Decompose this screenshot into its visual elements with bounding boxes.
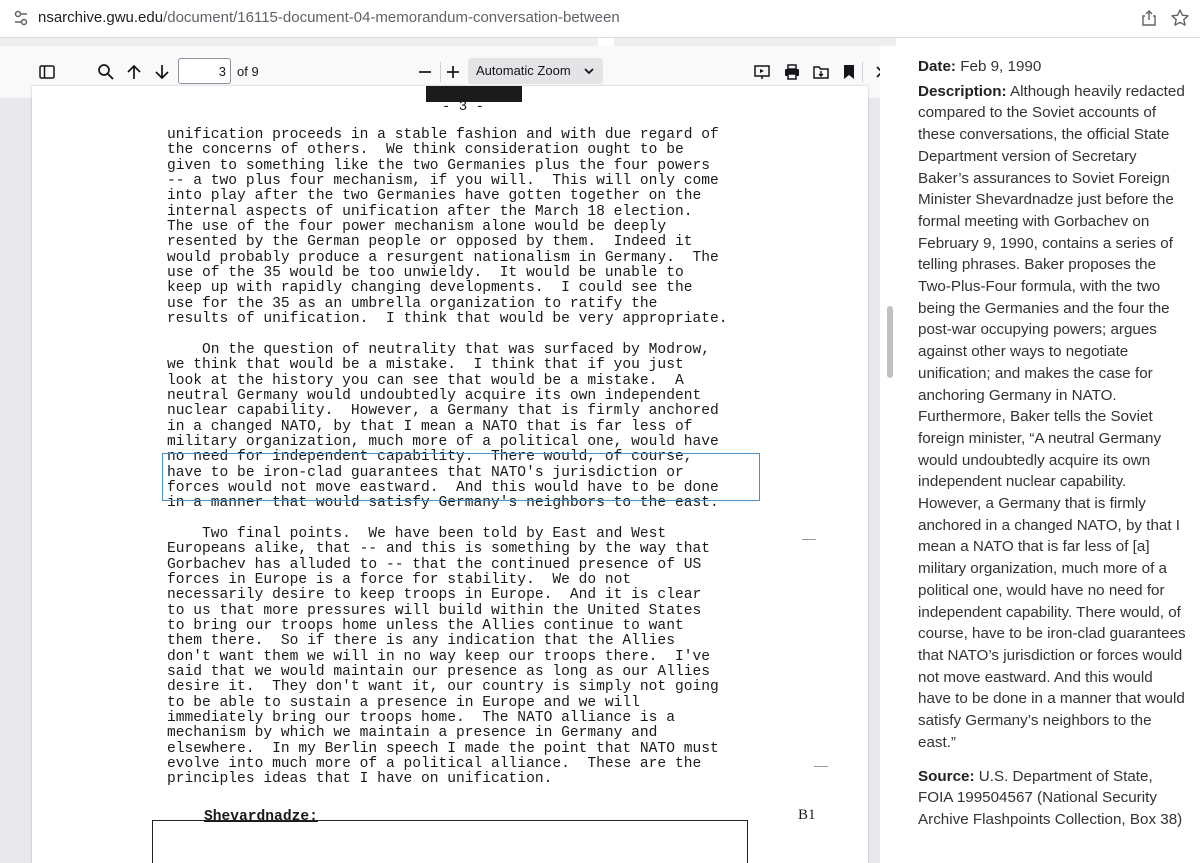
scrollbar-track[interactable]	[880, 46, 896, 863]
description-label: Description:	[918, 82, 1007, 100]
document-line: have to be iron-clad guarantees that NATO's jurisdiction or	[167, 464, 684, 481]
scrollbar-thumb[interactable]	[887, 306, 893, 378]
document-line: forces in Europe is a force for stability. We do not	[167, 571, 632, 588]
document-line: immediately bring our troops home. The NATO alliance is a	[167, 710, 675, 727]
document-line: neutral Germany would undoubtedly acquire its own independent	[167, 387, 702, 404]
top-strip-right	[614, 38, 896, 46]
document-line: to us that more pressures will build within the United States	[167, 602, 702, 619]
paragraph-3	[167, 527, 787, 788]
document-line: elsewhere. In my Berlin speech I made the point that NATO must	[167, 740, 719, 757]
bookmark-star-icon[interactable]	[1170, 8, 1190, 28]
document-line: the concerns of others. We think consideration ought to be	[167, 142, 684, 159]
zoom-out-icon[interactable]	[413, 60, 437, 84]
url-host: nsarchive.gwu.edu	[38, 9, 164, 26]
page-number-input[interactable]	[178, 58, 231, 84]
document-line: unification proceeds in a stable fashion and with due regard of	[167, 127, 719, 143]
document-line: in a manner that would satisfy Germany's neighbors to the east.	[167, 495, 719, 512]
pdf-viewer[interactable]	[0, 46, 896, 863]
print-icon[interactable]	[780, 60, 804, 84]
classification-mark: B1	[798, 807, 816, 823]
paragraph-1	[167, 128, 787, 327]
document-line: On the question of neutrality that was surfaced by Modrow,	[167, 341, 710, 358]
document-line: Gorbachev has alluded to -- that the continued presence of US	[167, 556, 702, 573]
bookmark-icon[interactable]	[837, 60, 861, 84]
sidebar-toggle-icon[interactable]	[35, 60, 59, 84]
document-line: keep up with rapidly changing developments. I could see the	[167, 280, 693, 297]
document-line: no need for independent capability. There would, of course,	[167, 449, 693, 466]
document-line: internal aspects of unification after the March 18 election.	[167, 203, 693, 220]
source-row	[918, 766, 1188, 831]
date-value: Feb 9, 1990	[960, 58, 1042, 75]
document-line: The use of the four power mechanism alone would be deeply	[167, 219, 667, 236]
top-strip-left	[0, 38, 598, 46]
margin-mark	[814, 766, 828, 767]
document-line: military organization, much more of a political one, would have	[167, 433, 719, 450]
description-row	[918, 81, 1188, 754]
share-icon[interactable]	[1140, 9, 1158, 27]
document-line: said that we would maintain our presence as long as our Allies	[167, 664, 710, 681]
zoom-in-icon[interactable]	[441, 60, 465, 84]
document-line: them there. So if there is any indication that the Allies	[167, 633, 675, 650]
document-line: necessarily desire to keep troops in Europe. And it is clear	[167, 587, 702, 604]
document-line: evolve into much more of a political alliance. These are the	[167, 756, 702, 773]
document-line: into play after the two Germanies have gotten together on the	[167, 188, 702, 205]
date-row	[918, 56, 1188, 78]
address-bar[interactable]	[0, 0, 1200, 38]
chevron-down-icon	[584, 66, 594, 76]
document-line: use of the 35 would be too unwieldy. It would be unable to	[167, 265, 684, 282]
date-label: Date:	[918, 58, 956, 75]
document-line: results of unification. I think that would be very appropriate.	[167, 311, 728, 328]
toolbar-separator-2	[862, 62, 863, 82]
document-line: look at the history you can see that would be a mistake. A	[167, 372, 684, 389]
document-line: forces would not move eastward. And this would have to be done	[167, 479, 719, 496]
document-line: to be able to sustain a presence in Europe and we will	[167, 694, 640, 711]
document-line: to bring our troops home unless the Allies continue to want	[167, 618, 684, 634]
document-line: nuclear capability. However, a Germany that is firmly anchored	[167, 403, 719, 420]
document-line: resented by the German people or opposed by them. Indeed it	[167, 234, 693, 251]
document-line: Two final points. We have been told by East and West	[167, 525, 667, 542]
document-page	[32, 86, 868, 863]
source-text: U.S. Department of State, FOIA 199504567 (National Security Archive Flashpoints Collection, Box 38)	[918, 767, 1183, 828]
document-line: Europeans alike, that -- and this is something by the way that	[167, 541, 710, 558]
document-metadata	[918, 56, 1188, 838]
document-line: mechanism by which we maintain a presence in Germany and	[167, 725, 658, 742]
next-page-icon[interactable]	[150, 60, 174, 84]
zoom-select[interactable]	[468, 58, 603, 84]
document-line: given to something like the two Germanies plus the four powers	[167, 157, 710, 174]
document-line: we think that would be a mistake. I think that if you just	[167, 357, 684, 374]
site-info-icon[interactable]	[13, 9, 29, 27]
redacted-section-box	[152, 820, 748, 863]
presentation-mode-icon[interactable]	[750, 60, 774, 84]
page-number-label: - 3 -	[442, 99, 485, 115]
description-text: Although heavily redacted compared to the Soviet accounts of these conversations, the official State Department version of Secretary Baker’s assurances to Soviet Foreign Minister Shevardnadze just before the formal meeting with Gorbachev on February 9, 1990, contains a series of telling phrases. Baker proposes the Two-Plus-Four formula, with the two being the Germanies and the four the post-war occupying powers; argues against other ways to negotiate unification; and makes the case for anchoring Germany in NATO. Furthermore, Baker tells the Soviet foreign minister, “A neutral Germany would undoubtedly acquire its own independent nuclear capability. However, a Germany that is firmly anchored in a changed NATO, by that I mean a NATO that is far less of [a] military organization, much more of a political one, would have no need for independent capability. There would, of course, have to be iron-clad guarantees that NATO’s jurisdiction or forces would not move eastward. And this would have to be done in a manner that would satisfy Germany’s neighbors to the east.”	[918, 82, 1186, 751]
document-line: don't want them we will in no way keep our troops there. I've	[167, 648, 710, 665]
speaker-label: Shevardnadze:	[204, 809, 318, 825]
document-line: in a changed NATO, by that I mean a NATO that is far less of	[167, 418, 693, 435]
search-icon[interactable]	[94, 60, 118, 84]
document-line: -- a two plus four mechanism, if you will. This will only come	[167, 173, 719, 190]
text-highlight-box	[162, 453, 760, 501]
source-label: Source:	[918, 767, 975, 785]
url-text[interactable]	[38, 9, 620, 26]
url-path: /document/16115-document-04-memorandum-conversation-between	[163, 9, 620, 26]
zoom-select-label: Automatic Zoom	[476, 63, 571, 78]
document-line: use for the 35 as an umbrella organization to ratify the	[167, 295, 658, 312]
page-count: of 9	[237, 64, 259, 79]
document-line: desire it. They don't want it, our country is simply not going	[167, 679, 719, 696]
document-line: principles ideas that I have on unification.	[167, 771, 553, 788]
save-icon[interactable]	[809, 60, 833, 84]
document-line: would probably produce a resurgent nationalism in Germany. The	[167, 249, 719, 266]
previous-page-icon[interactable]	[122, 60, 146, 84]
margin-mark	[802, 539, 816, 540]
